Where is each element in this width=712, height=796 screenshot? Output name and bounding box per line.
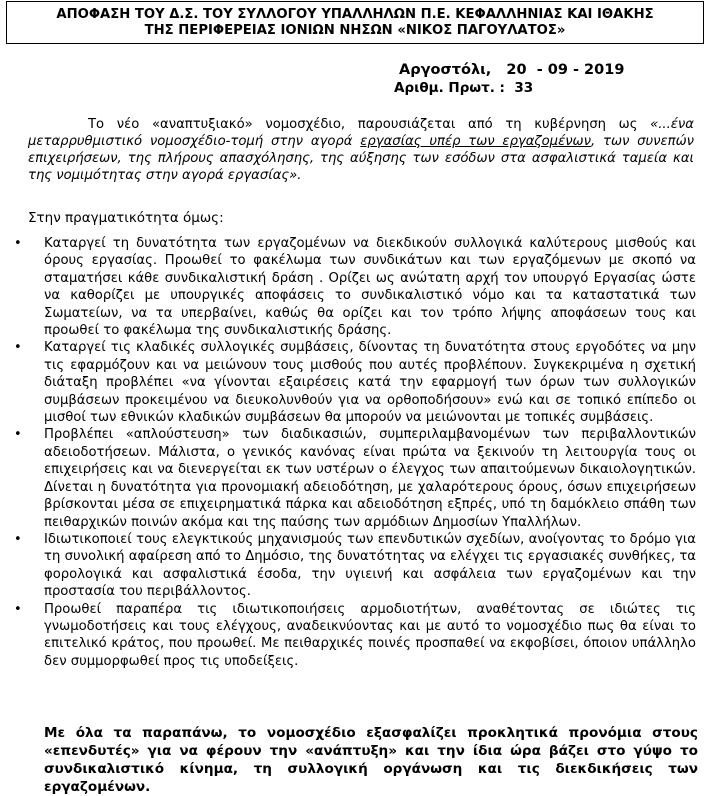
- list-item: [14, 426, 696, 530]
- conclusion-paragraph: Με όλα τα παραπάνω, το νομοσχέδιο εξασφαλίζει προκλητικά προνόμια στους «επενδυτές» για να φέρουν την «ανάπτυξη» και την ίδια ώρα βάζει στο γύψο το συνδικαλιστικό κίνημα, τη συλλογική οργάνωση και τις διεκδικήσεις των εργαζομένων.: [44, 725, 698, 795]
- title-line-2: ΤΗΣ ΠΕΡΙΦΕΡΕΙΑΣ ΙΟΝΙΩΝ ΝΗΣΩΝ «ΝΙΚΟΣ ΠΑΓΟΥΛΑΤΟΣ»: [144, 23, 566, 38]
- list-item: [14, 235, 696, 339]
- intro-text: Το νέο «αναπτυξιακό» νομοσχέδιο, παρουσιάζεται από τη κυβέρνηση ως: [88, 117, 651, 132]
- intro-quote-underlined: εργασίας υπέρ των εργαζομένων: [360, 134, 591, 149]
- bullet-icon: •: [14, 427, 22, 443]
- place-date: Αργοστόλι, 20 - 09 - 2019: [399, 62, 625, 78]
- list-item: [14, 339, 696, 426]
- bullet-icon: •: [14, 236, 22, 251]
- protocol-number: Αριθμ. Πρωτ. : 33: [394, 80, 534, 96]
- list-item-text: Ιδιωτικοποιεί τους ελεγκτικούς μηχανισμούς των επενδυτικών σχεδίων, ανοίγοντας το δρόμο για τη συνολική αφαίρεση από το Δημόσιο, της δυνατότητας να ελέγχει τις εργασιακές συνθήκες, τα φορολογικά και ασφαλιστικά έσοδα, την υγιεινή και ασφάλεια των εργαζομένων και την προστασία του περιβάλλοντος.: [44, 531, 696, 600]
- list-item-text: Καταργεί τις κλαδικές συλλογικές συμβάσεις, δίνοντας τη δυνατότητα στους εργοδότες να μην τις εφαρμόζουν και να μειώνουν τους μισθούς που αυτές προβλέπουν. Συγκεκριμένα η σχετική διάταξη προβλέπει «να γίνονται εξαιρέσεις κατά την εφαρμογή των όρων των συλλογικών συμβάσεων προκειμένου να διευκολυνθούν για να ορθοποδήσουν» ενώ και σε τοπικό επίπεδο οι μισθοί των εθνικών κλαδικών συμβάσεων θα μπορούν να μειώνονται με τοπικές συμβάσεις.: [44, 340, 696, 426]
- title-line-1: ΑΠΟΦΑΣΗ ΤΟΥ Δ.Σ. ΤΟΥ ΣΥΛΛΟΓΟΥ ΥΠΑΛΛΗΛΩΝ Π.Ε. ΚΕΦΑΛΛΗΝΙΑΣ ΚΑΙ ΙΘΑΚΗΣ: [56, 7, 654, 22]
- bullet-list: [14, 235, 696, 670]
- list-item: [14, 531, 696, 601]
- intro-paragraph: [28, 116, 694, 184]
- bullet-icon: •: [14, 340, 22, 356]
- bullet-icon: •: [14, 531, 22, 547]
- bullet-icon: •: [14, 601, 22, 617]
- list-item-text: Προβλέπει «απλούστευση» των διαδικασιών, συμπεριλαμβανομένων των περιβαλλοντικών αδειοδοτήσεων. Μάλιστα, ο γενικός κανόνας είναι πρώτα να ξεκινούν τη λειτουργία τους οι επιχειρήσεις και να διενεργείται εκ των υστέρων ο έλεγχος των απαιτούμενων δικαιολογητικών. Δίνεται η δυνατότητα για προνομιακή αδειοδότηση, με χαλαρότερους όρους, όσων επιχειρήσεων βρίσκονται μέσα σε επιχειρηματικά πάρκα και αδειοδότηση εξπρές, υπό τη δαμόκλειο σπάθη των πειθαρχικών ποινών ακόμα και της παύσης των αρμόδιων Δημοσίων Υπαλλήλων.: [44, 427, 696, 530]
- lead-text: Στην πραγματικότητα όμως:: [28, 210, 224, 226]
- intro-quote-end: , των συνεπών επιχειρήσεων, της πλήρους απασχόλησης, της αύξησης των εσόδων στα ασφαλιστικά ταμεία και της νομιμότητας στην αγορά εργασίας».: [28, 134, 695, 183]
- list-item: [14, 601, 696, 671]
- list-item-text: Καταργεί τη δυνατότητα των εργαζομένων να διεκδικούν συλλογικά καλύτερους μισθούς και όρους εργασίας. Προωθεί το φακέλωμα των συνδικάτων και των εργαζόμενων με σκοπό να σταματήσει κάθε συνδικαλιστική δράση . Ορίζει ως ανώτατη αρχή τον υπουργό Εργασίας ώστε να καθορίζει με υπουργικές αποφάσεις το συνδικαλιστικό νόμο και τα καταστατικά των Σωματείων, να τα υπερβαίνει, καθώς θα ορίζει και τον τρόπο λήψης αποφάσεων τους και προωθεί το φακέλωμα της συνδικαλιστικής δράσης.: [44, 236, 696, 339]
- intro-quote-start: «...ένα μεταρρυθμιστικό νομοσχέδιο-τομή στην αγορά: [28, 117, 694, 149]
- list-item-text: Προωθεί παραπέρα τις ιδιωτικοποιήσεις αρμοδιοτήτων, αναθέτοντας σε ιδιώτες τις γνωμοδοτήσεις και τους ελέγχους, αναδεικνύοντας και με αυτό το νομοσχέδιο πως θα είναι το επιτελικό κράτος, που προωθεί. Με πειθαρχικές ποινές προσπαθεί να εκφοβίσει, όποιον υπάλληλο δεν συμμορφωθεί προς τις υποδείξεις.: [44, 601, 696, 669]
- title-box: [6, 1, 704, 44]
